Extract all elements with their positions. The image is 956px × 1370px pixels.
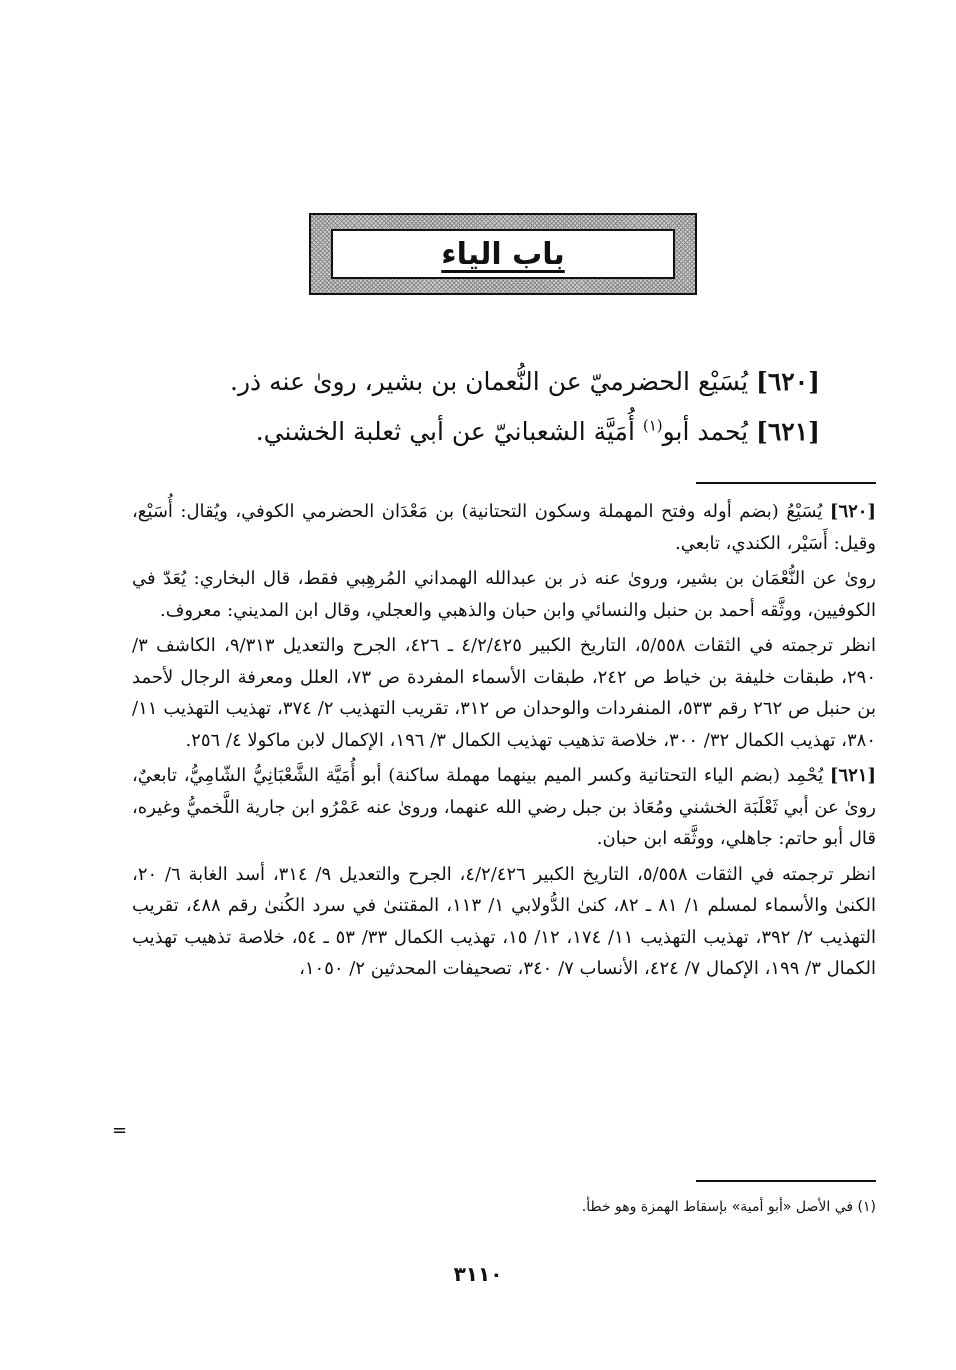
footnote <box>132 1194 876 1220</box>
main-entry-621 <box>200 407 820 457</box>
main-entries <box>200 357 820 457</box>
continuation-mark: = <box>112 1120 128 1141</box>
commentary-entry-number: [٦٢١] <box>829 765 876 786</box>
commentary-text: يُحْمِد (بضم الياء التحتانية وكسر الميم بينهما مهملة ساكنة) أبو أُمَيَّة الشَّعْبَانِيُّ الشّامِيُّ، تابعيٌ، روىٰ عن أبي ثَعْلَبَة الخشني ومُعَاذ بن جبل رضي الله عنهما، وروىٰ عنه عَمْرُو ابن جارية اللَّخميُّ وغيره، قال أبو حاتم: جاهلي، ووثَّقه ابن حبان. <box>132 765 876 849</box>
commentary-paragraph <box>132 760 876 855</box>
commentary-section <box>132 496 876 985</box>
chapter-heading-frame <box>309 213 697 295</box>
entry-number: [٦٢٠] <box>756 367 820 396</box>
footnote-separator-rule <box>696 1180 876 1182</box>
entry-text: يُحمد أبو <box>662 417 749 446</box>
commentary-paragraph: روىٰ عن النُّعْمَان بن بشير، وروىٰ عنه ذر بن عبدالله الهمداني المُرهِبي فقط، قال البخاري: يُعَدّ في الكوفيين، ووثَّقه أحمد بن حنبل والنسائي وابن حبان والذهبي والعجلي، وقال ابن المديني: معروف. <box>132 568 876 621</box>
commentary-separator-rule <box>696 482 876 484</box>
footnote-reference[interactable]: (١) <box>642 416 663 435</box>
entry-text: يُسَيْع الحضرميّ عن النُّعمان بن بشير، روىٰ عنه ذر. <box>230 367 749 396</box>
entry-number: [٦٢١] <box>756 417 820 446</box>
commentary-references: انظر ترجمته في الثقات ٥/٥٥٨، التاريخ الكبير ٤/٢/٤٢٦، الجرح والتعديل ٩/ ٣١٤، أسد الغابة ٦/ ٢٠، الكنىٰ والأسماء لمسلم ١/ ٨١ ـ ٨٢، كنىٰ الدُّولابي ١/ ١١٣، المقتنىٰ في سرد الكُنىٰ رقم ٤٨٨، تقريب التهذيب ٢/ ٣٩٢، تهذيب التهذيب ١١/ ١٧٤، ١٢/ ١٥، تهذيب الكمال ٣٣/ ٥٣ ـ ٥٤، خلاصة تذهيب تهذيب الكمال ٣/ ١٩٩، الإكمال ٧/ ٤٢٤، الأنساب ٧/ ٣٤٠، تصحيفات المحدثين ٢/ ١٠٥٠، <box>132 863 877 979</box>
footnote-number: (١) <box>857 1199 876 1215</box>
commentary-paragraph <box>132 496 876 559</box>
footnote-text: في الأصل «أبو أمية» بإسقاط الهمزة وهو خطأ. <box>581 1199 854 1215</box>
commentary-entry-number: [٦٢٠] <box>829 501 876 522</box>
chapter-heading-box <box>331 229 675 279</box>
entry-text-continued: أُمَيَّة الشعبانيّ عن أبي ثعلبة الخشني. <box>255 417 643 446</box>
page-number: ٣١١٠ <box>453 1262 503 1286</box>
chapter-title: باب الياء <box>441 236 565 272</box>
main-entry-620 <box>200 357 820 407</box>
commentary-entry-620 <box>132 496 876 756</box>
commentary-text: يُسَيْعُ (بضم أوله وفتح المهملة وسكون التحتانية) بن مَعْدَان الحضرمي الكوفي، ويُقال: أُسَيْع، وقيل: أَسَيْر، الكندي، تابعي. <box>132 501 876 554</box>
commentary-entry-621 <box>132 760 876 985</box>
commentary-references: انظر ترجمته في الثقات ٥/٥٥٨، التاريخ الكبير ٤/٢/٤٢٥ ـ ٤٢٦، الجرح والتعديل ٩/٣١٣، الكاشف ٣/ ٢٩٠، طبقات خليفة بن خياط ص ٢٤٢، طبقات الأسماء المفردة ص ٧٣، العلل ومعرفة الرجال لأحمد بن حنبل ص ٢٦٢ رقم ٥٣٣، المنفردات والوحدان ص ٣١٢، تقريب التهذيب ٢/ ٣٧٤، تهذيب التهذيب ١١/ ٣٨٠، تهذيب الكمال ٣٢/ ٣٠٠، خلاصة تذهيب تهذيب الكمال ٣/ ١٩٦، الإكمال لابن ماكولا ٤/ ٢٥٦. <box>132 635 876 751</box>
